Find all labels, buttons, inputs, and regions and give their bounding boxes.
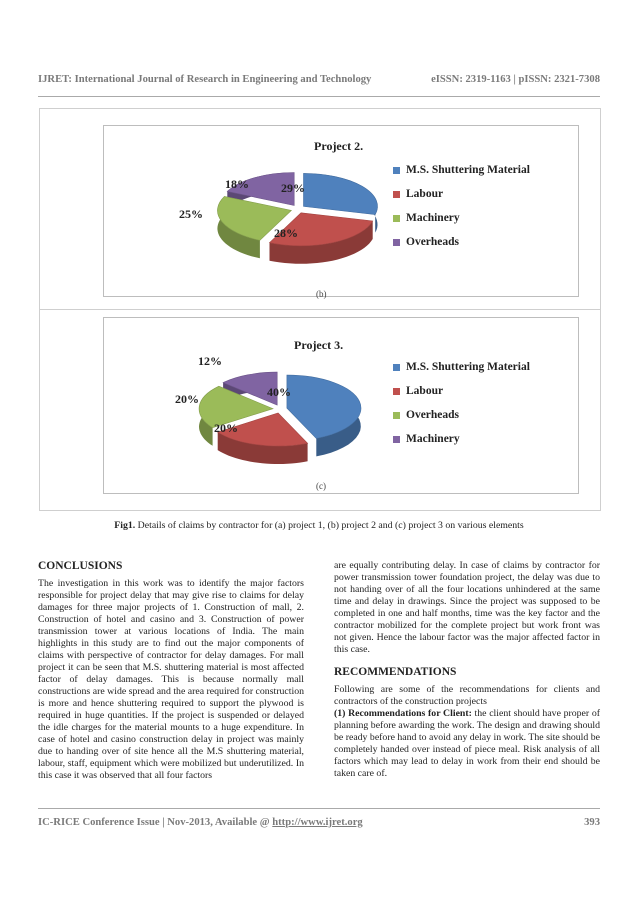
legend-c-item-3 bbox=[393, 427, 530, 451]
chart-title-c: Project 3. bbox=[294, 338, 344, 352]
pie-c-label-1: 20% bbox=[214, 421, 238, 435]
legend-c-item-0 bbox=[393, 355, 530, 379]
legend-b-text-2: Machinery bbox=[406, 212, 460, 224]
pie-b-label-0: 29% bbox=[281, 181, 305, 195]
recommendations-intro: Following are some of the recommendations for clients and contractors of the construction projects bbox=[334, 684, 600, 707]
legend-b-item-1 bbox=[393, 182, 530, 206]
footer-rule bbox=[38, 808, 600, 809]
figure-caption bbox=[0, 520, 638, 531]
legend-b-swatch-0 bbox=[393, 167, 400, 174]
pie-b-label-3: 18% bbox=[225, 177, 249, 191]
legend-c-text-1: Labour bbox=[406, 385, 444, 397]
conclusions-body: The investigation in this work was to identify the major factors responsible for project delay that may give rise to claims for delay damages for three major projects of 1. Construction of mall, 2. Construction of hotel and casino and 3. Construction of power transmission tower at various locations of India. The main highlights in this study are to find out the major components of claims with perspective of contractor for delay damages. For mall project it can be seen that M.S. shuttering material is most affected factor of delay damages. This is because normally mall constructions are wide spread and the area required for construction is more and hence shuttering required to support the plywood is required in huge quantities. If the project is suspended or delayed the idle charges for the material mounts to a huge expenditure. In case of hotel and casino construction delay in project was mainly due to handing over of site hence all the M.S shuttering material, labour, staff, equipment which were mobilized but underutilized. In this case it was observed that all four factors bbox=[38, 578, 304, 781]
legend-b-item-3 bbox=[393, 230, 530, 254]
legend-c-text-2: Overheads bbox=[406, 409, 460, 421]
rec1-text: the client should have proper of planning before awarding the work. The design and drawing should be ready before hand to avoid any delay in work. The site should be completely handed over instead of piece meal. Risk analysis of all factors which may lead to delay in work from their end should be taken care of. bbox=[334, 708, 600, 779]
caption-label: Fig1. bbox=[114, 520, 136, 531]
legend-c-item-2 bbox=[393, 403, 530, 427]
pie-b-label-1: 28% bbox=[274, 226, 298, 240]
legend-c-text-3: Machinery bbox=[406, 433, 460, 445]
left-column bbox=[38, 560, 304, 782]
chart-project-3 bbox=[39, 309, 601, 511]
legend-c bbox=[393, 355, 530, 451]
chart-project-2 bbox=[39, 108, 601, 310]
conference-text: IC-RICE Conference Issue | Nov-2013, Available @ bbox=[38, 817, 273, 828]
pie-b-slice-0 bbox=[304, 173, 378, 214]
running-footer bbox=[38, 817, 600, 828]
legend-c-swatch-1 bbox=[393, 388, 400, 395]
sublabel-c: (c) bbox=[316, 481, 326, 491]
legend-c-text-0: M.S. Shuttering Material bbox=[406, 361, 530, 373]
legend-b bbox=[393, 158, 530, 254]
right-continued-text: are equally contributing delay. In case of claims by contractor for power transmission tower foundation project, the delay was due to not handing over of all the four locations unhindered at the same time and delay in drawings. Since the project was supposed to be completed in one and half months, time was the key factor and the contractor mobilized for the complete project but work front was not given. Hence the labour factor was the major affected factor in this case. bbox=[334, 560, 600, 655]
legend-b-swatch-2 bbox=[393, 215, 400, 222]
recommendation-1 bbox=[334, 708, 600, 780]
recommendations-heading: RECOMMENDATIONS bbox=[334, 666, 457, 678]
sublabel-b: (b) bbox=[316, 289, 327, 299]
legend-b-swatch-3 bbox=[393, 239, 400, 246]
legend-c-swatch-2 bbox=[393, 412, 400, 419]
legend-b-text-3: Overheads bbox=[406, 236, 460, 248]
legend-c-item-1 bbox=[393, 379, 530, 403]
running-header bbox=[38, 74, 600, 85]
header-rule bbox=[38, 96, 600, 97]
journal-link[interactable]: http://www.ijret.org bbox=[272, 817, 363, 828]
right-column bbox=[334, 560, 600, 780]
rec1-label: (1) Recommendations for Client: bbox=[334, 708, 472, 719]
legend-b-item-0 bbox=[393, 158, 530, 182]
journal-name: IJRET: International Journal of Research in Engineering and Technology bbox=[38, 74, 372, 85]
pie-b-label-2: 25% bbox=[179, 207, 203, 221]
legend-c-swatch-3 bbox=[393, 436, 400, 443]
pie-c-label-0: 40% bbox=[267, 385, 291, 399]
legend-b-item-2 bbox=[393, 206, 530, 230]
pie-c-label-3: 12% bbox=[198, 354, 222, 368]
pie-c-label-2: 20% bbox=[175, 392, 199, 406]
legend-b-text-0: M.S. Shuttering Material bbox=[406, 164, 530, 176]
caption-text: Details of claims by contractor for (a) project 1, (b) project 2 and (c) project 3 on various elements bbox=[135, 520, 524, 531]
issn-text: eISSN: 2319-1163 | pISSN: 2321-7308 bbox=[431, 74, 600, 85]
legend-b-text-1: Labour bbox=[406, 188, 444, 200]
conclusions-heading: CONCLUSIONS bbox=[38, 560, 123, 572]
page-number: 393 bbox=[584, 817, 600, 828]
legend-c-swatch-0 bbox=[393, 364, 400, 371]
chart-title-b: Project 2. bbox=[314, 139, 364, 153]
legend-b-swatch-1 bbox=[393, 191, 400, 198]
